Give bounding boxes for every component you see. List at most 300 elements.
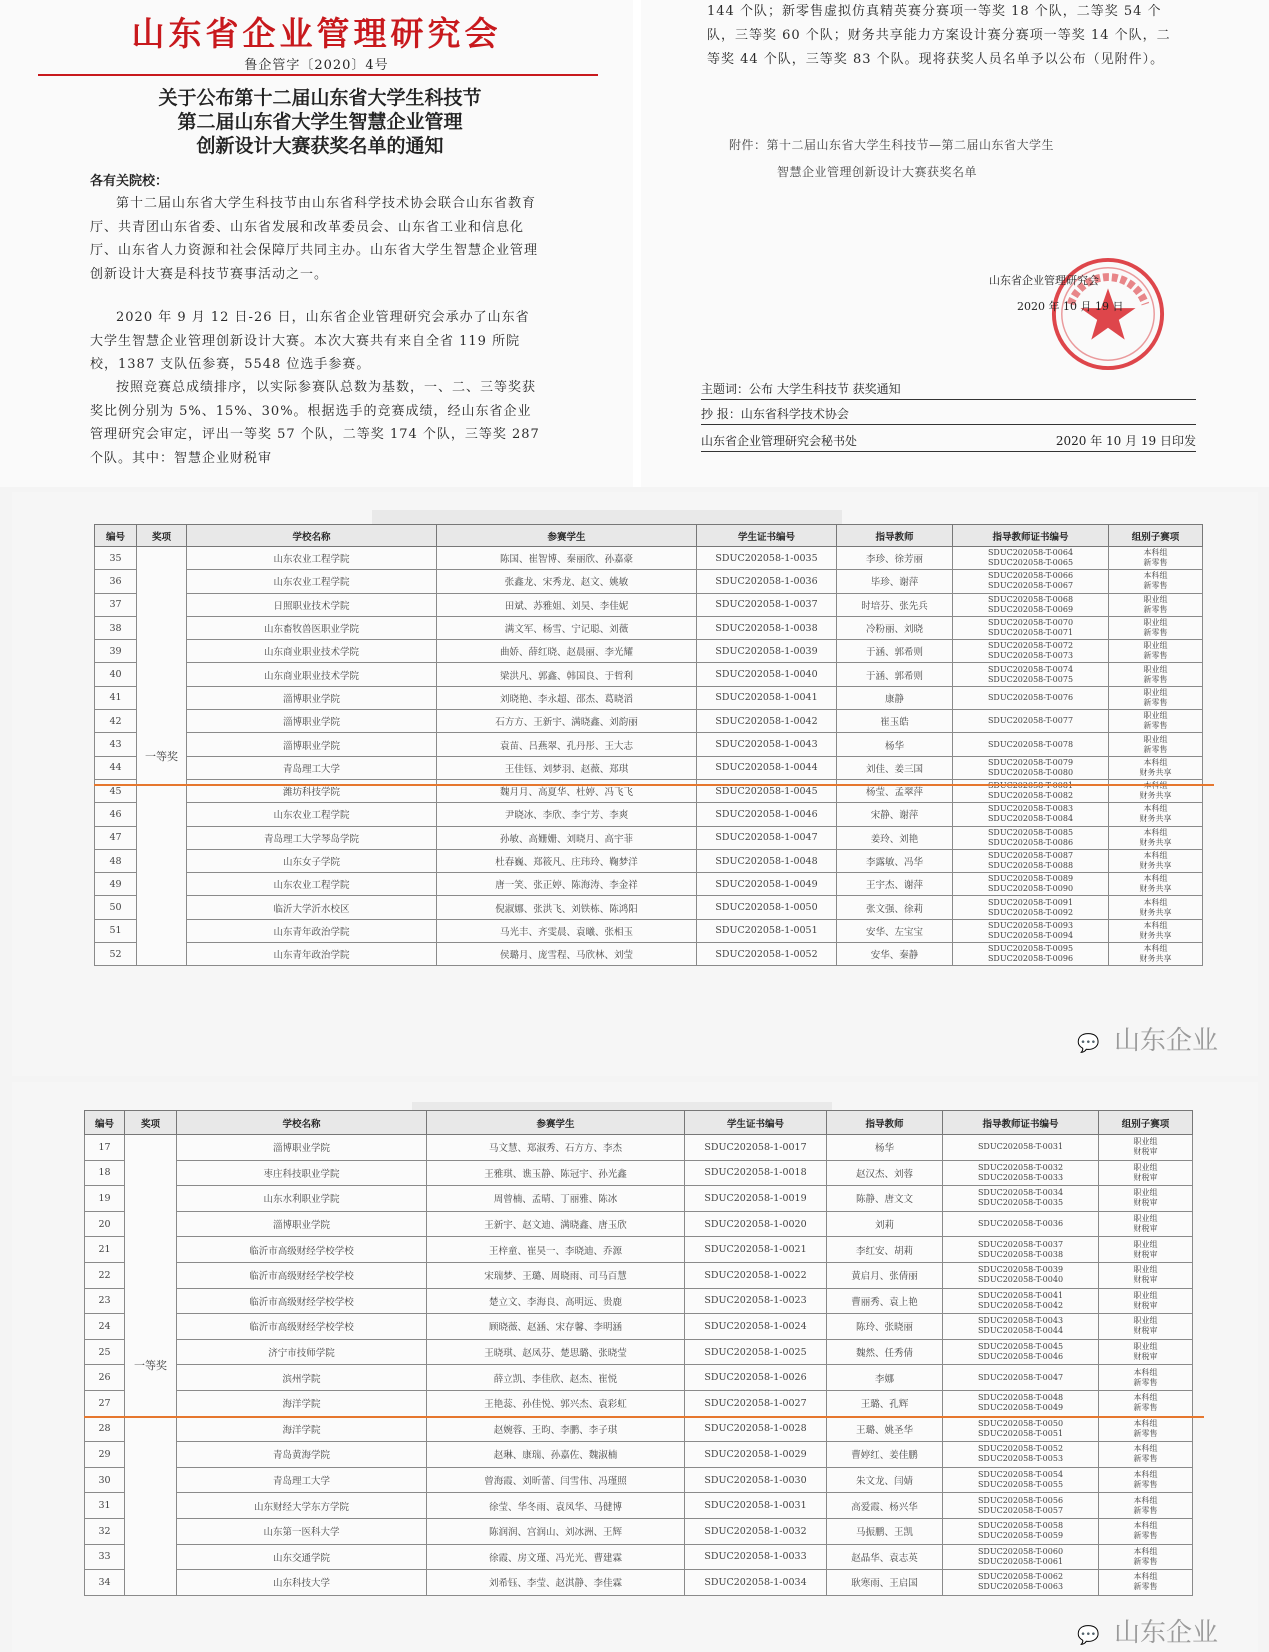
table-header-row	[95, 525, 1203, 547]
advisor-names: 崔玉皓	[837, 710, 953, 733]
watermark-text: 山东企业	[1113, 1618, 1218, 1648]
student-names: 薛立凯、李佳欣、赵杰、崔悦	[427, 1365, 685, 1391]
advisor-certificate-numbers	[953, 849, 1109, 872]
advisor-certificate-numbers	[953, 570, 1109, 593]
group-label: 本科组	[1143, 944, 1168, 954]
entry-number: 28	[85, 1416, 125, 1442]
advisor-certificate-numbers	[943, 1493, 1099, 1519]
student-certificate-number: SDUC202058-1-0033	[685, 1544, 827, 1570]
subevent-label: 财务共享	[1139, 814, 1172, 824]
student-names: 楚立文、李海良、高明远、贵鹿	[427, 1288, 685, 1314]
student-names: 王梓童、崔昊一、李晓迪、乔源	[427, 1237, 685, 1263]
continuation-text: 144 个队；新零售虚拟仿真精英赛分赛项一等奖 18 个队，二等奖 54 个队，三等奖 60 个队；财务共享能力方案设计赛分赛项一等奖 14 个队，二等奖 44 个队，三等奖 83 个队。现将获奖人员名单予以公布（见附件）。	[707, 4, 1171, 67]
student-names: 王新宇、赵文迪、满晓鑫、唐玉欣	[427, 1211, 685, 1237]
advisor-certificate: SDUC202058-T-0094	[987, 930, 1074, 940]
column-header: 指导教师证书编号	[953, 525, 1109, 547]
student-names: 魏月月、高夏华、杜婷、冯飞飞	[437, 779, 697, 802]
student-certificate-number: SDUC202058-1-0031	[685, 1493, 827, 1519]
student-certificate-number: SDUC202058-1-0041	[697, 686, 837, 709]
column-header: 奖项	[125, 1111, 177, 1135]
subevent-label: 新零售	[1133, 1582, 1158, 1592]
footer-cc: 抄 报：山东省科学技术协会	[701, 407, 849, 421]
school-name: 山东交通学院	[177, 1544, 427, 1570]
subevent-label: 新零售	[1133, 1454, 1158, 1464]
student-names: 刘希钰、李莹、赵淇静、李佳霖	[427, 1570, 685, 1596]
subevent-label: 新零售	[1143, 674, 1168, 684]
advisor-certificate: SDUC202058-T-0048	[977, 1393, 1064, 1403]
column-header: 学生证书编号	[697, 525, 837, 547]
student-certificate-number: SDUC202058-1-0043	[697, 733, 837, 756]
table-row	[95, 756, 1203, 779]
advisor-certificate: SDUC202058-T-0088	[987, 861, 1074, 870]
subevent-label: 财务共享	[1139, 930, 1172, 940]
table-row	[95, 803, 1203, 826]
school-name: 临沂市高级财经学校学校	[177, 1237, 427, 1263]
student-names: 马文慧、郑淑秀、石方方、李杰	[427, 1135, 685, 1161]
advisor-certificate: SDUC202058-T-0066	[987, 571, 1074, 581]
table-row	[85, 1288, 1193, 1314]
group-and-subevent	[1099, 1211, 1193, 1237]
advisor-certificate-numbers	[943, 1314, 1099, 1340]
student-certificate-number: SDUC202058-1-0017	[685, 1135, 827, 1161]
advisor-names: 姜玲、刘艳	[837, 826, 953, 849]
group-label: 本科组	[1133, 1367, 1158, 1377]
student-certificate-number: SDUC202058-1-0038	[697, 616, 837, 639]
group-and-subevent	[1099, 1288, 1193, 1314]
group-and-subevent	[1099, 1467, 1193, 1493]
advisor-certificate: SDUC202058-T-0082	[987, 791, 1074, 801]
student-certificate-number: SDUC202058-1-0027	[685, 1390, 827, 1416]
school-name: 青岛理工大学	[177, 1467, 427, 1493]
school-name: 海洋学院	[177, 1390, 427, 1416]
school-name: 青岛理工大学琴岛学院	[187, 826, 437, 849]
group-label: 职业组	[1143, 734, 1168, 744]
table-row	[85, 1467, 1193, 1493]
entry-number: 35	[95, 547, 137, 570]
entry-number: 30	[85, 1467, 125, 1493]
group-label: 本科组	[1133, 1546, 1158, 1556]
student-certificate-number: SDUC202058-1-0045	[697, 779, 837, 802]
table-row	[95, 849, 1203, 872]
advisor-certificate: SDUC202058-T-0047	[977, 1372, 1064, 1382]
group-label: 职业组	[1143, 711, 1168, 721]
student-names: 梁洪凡、郭鑫、韩国良、于哲利	[437, 663, 697, 686]
group-label: 职业组	[1133, 1342, 1158, 1352]
table-row	[85, 1544, 1193, 1570]
advisor-certificate: SDUC202058-T-0036	[977, 1219, 1064, 1229]
subevent-label: 财税审	[1133, 1326, 1158, 1336]
advisor-certificate: SDUC202058-T-0091	[987, 897, 1074, 907]
student-certificate-number: SDUC202058-1-0048	[697, 849, 837, 872]
notice-title	[60, 86, 580, 158]
school-name: 日照职业技术学院	[187, 593, 437, 616]
entry-number: 48	[95, 849, 137, 872]
subevent-label: 新零售	[1133, 1480, 1158, 1490]
group-and-subevent	[1109, 943, 1203, 966]
entry-number: 32	[85, 1518, 125, 1544]
advisor-certificate: SDUC202058-T-0040	[977, 1275, 1064, 1285]
column-header: 学生证书编号	[685, 1111, 827, 1135]
notice-page-1	[0, 0, 633, 487]
advisor-names: 王璐、姚圣华	[827, 1416, 943, 1442]
group-and-subevent	[1109, 686, 1203, 709]
student-certificate-number: SDUC202058-1-0051	[697, 919, 837, 942]
advisor-certificate: SDUC202058-T-0054	[977, 1470, 1064, 1480]
group-label: 本科组	[1133, 1418, 1158, 1428]
student-names: 侯璐月、庞雪程、马欣林、刘莹	[437, 943, 697, 966]
column-header: 组别子赛项	[1109, 525, 1203, 547]
advisor-names: 时培芬、张先兵	[837, 593, 953, 616]
advisor-names: 于涵、郭希则	[837, 663, 953, 686]
student-certificate-number: SDUC202058-1-0046	[697, 803, 837, 826]
student-certificate-number: SDUC202058-1-0044	[697, 756, 837, 779]
advisor-certificate: SDUC202058-T-0037	[977, 1239, 1064, 1249]
advisor-certificate: SDUC202058-T-0050	[977, 1418, 1064, 1428]
advisor-names: 高爱霞、杨兴华	[827, 1493, 943, 1519]
advisor-names: 冷粉丽、刘晓	[837, 616, 953, 639]
entry-number: 42	[95, 710, 137, 733]
student-names: 张鑫龙、宋秀龙、赵文、姚敏	[437, 570, 697, 593]
advisor-names: 李红安、胡莉	[827, 1237, 943, 1263]
student-names: 徐莹、华冬雨、袁凤华、马健博	[427, 1493, 685, 1519]
school-name: 淄博职业学院	[187, 733, 437, 756]
school-name: 山东农业工程学院	[187, 803, 437, 826]
school-name: 山东畜牧兽医职业学院	[187, 616, 437, 639]
group-and-subevent	[1109, 593, 1203, 616]
group-and-subevent	[1099, 1160, 1193, 1186]
school-name: 枣庄科技职业学院	[177, 1160, 427, 1186]
school-name: 山东农业工程学院	[187, 547, 437, 570]
advisor-certificate: SDUC202058-T-0096	[987, 954, 1074, 964]
group-label: 本科组	[1133, 1393, 1158, 1403]
advisor-certificate-numbers	[943, 1262, 1099, 1288]
table-row	[85, 1390, 1193, 1416]
entry-number: 40	[95, 663, 137, 686]
subevent-label: 财税审	[1133, 1249, 1158, 1259]
advisor-certificate: SDUC202058-T-0031	[977, 1142, 1064, 1152]
advisor-certificate-numbers	[953, 873, 1109, 896]
advisor-names: 安华、左宝宝	[837, 919, 953, 942]
student-certificate-number: SDUC202058-1-0047	[697, 826, 837, 849]
table-row	[95, 663, 1203, 686]
advisor-certificate: SDUC202058-T-0072	[987, 641, 1074, 651]
group-and-subevent	[1109, 826, 1203, 849]
award-table-panel-2	[12, 1082, 1258, 1652]
student-names: 石方方、王新宇、满晓鑫、刘韵丽	[437, 710, 697, 733]
advisor-certificate: SDUC202058-T-0052	[977, 1444, 1064, 1454]
advisor-certificate-numbers	[953, 663, 1109, 686]
entry-number: 51	[95, 919, 137, 942]
entry-number: 19	[85, 1186, 125, 1212]
entry-number: 34	[85, 1570, 125, 1596]
group-and-subevent	[1109, 803, 1203, 826]
group-label: 职业组	[1133, 1162, 1158, 1172]
group-label: 本科组	[1133, 1495, 1158, 1505]
advisor-certificate-numbers	[943, 1339, 1099, 1365]
subevent-label: 新零售	[1143, 744, 1168, 754]
group-and-subevent	[1099, 1390, 1193, 1416]
advisor-names: 杨华	[837, 733, 953, 756]
paragraph: 按照竞赛总成绩排序，以实际参赛队总数为基数，一、二、三等奖获奖比例分别为 5%、15%、30%。根据选手的竞赛成绩，经山东省企业管理研究会审定，评出一等奖 57 个队，二等奖 174 个队，三等奖 287 个队。其中：智慧企业财税审	[90, 380, 540, 466]
group-and-subevent	[1109, 779, 1203, 802]
group-label: 本科组	[1143, 548, 1168, 558]
subevent-label: 新零售	[1143, 651, 1168, 661]
entry-number: 43	[95, 733, 137, 756]
notice-title-line: 关于公布第十二届山东省大学生科技节	[158, 87, 482, 109]
table-row	[95, 593, 1203, 616]
advisor-names: 王璐、孔辉	[827, 1390, 943, 1416]
group-and-subevent	[1109, 756, 1203, 779]
school-name: 淄博职业学院	[177, 1211, 427, 1237]
entry-number: 36	[95, 570, 137, 593]
group-label: 本科组	[1133, 1470, 1158, 1480]
seal-date: 2020 年 10 月 19 日	[1017, 300, 1124, 313]
advisor-certificate: SDUC202058-T-0093	[987, 920, 1074, 930]
attachment-line: 附件：第十二届山东省大学生科技节—第二届山东省大学生	[729, 138, 1055, 152]
group-and-subevent	[1109, 547, 1203, 570]
school-name: 山东农业工程学院	[187, 873, 437, 896]
chat-bubble-icon: 💬	[1077, 1033, 1100, 1054]
advisor-certificate: SDUC202058-T-0062	[977, 1572, 1064, 1582]
student-certificate-number: SDUC202058-1-0052	[697, 943, 837, 966]
advisor-certificate: SDUC202058-T-0069	[987, 604, 1074, 614]
student-certificate-number: SDUC202058-1-0030	[685, 1467, 827, 1493]
group-label: 职业组	[1143, 687, 1168, 697]
advisor-certificate: SDUC202058-T-0067	[987, 581, 1074, 591]
footer-rule	[701, 424, 1196, 425]
subevent-label: 新零售	[1133, 1428, 1158, 1438]
group-and-subevent	[1099, 1544, 1193, 1570]
advisor-certificate: SDUC202058-T-0087	[987, 851, 1074, 860]
group-and-subevent	[1099, 1339, 1193, 1365]
document-number: 鲁企管字〔2020〕4号	[244, 58, 389, 73]
table-row	[95, 779, 1203, 802]
student-certificate-number: SDUC202058-1-0025	[685, 1339, 827, 1365]
advisor-certificate: SDUC202058-T-0032	[977, 1162, 1064, 1172]
advisor-names: 杨莹、孟翠萍	[837, 779, 953, 802]
subevent-label: 新零售	[1133, 1505, 1158, 1515]
table-row	[95, 896, 1203, 919]
subevent-label: 财务共享	[1139, 837, 1172, 847]
advisor-certificate: SDUC202058-T-0070	[987, 618, 1074, 628]
advisor-names: 赵汉杰、刘蓉	[827, 1160, 943, 1186]
entry-number: 52	[95, 943, 137, 966]
advisor-names: 刘佳、姜三国	[837, 756, 953, 779]
group-and-subevent	[1099, 1570, 1193, 1596]
footer-rule	[701, 399, 1196, 400]
subevent-label: 财税审	[1133, 1352, 1158, 1362]
subevent-label: 财税审	[1133, 1275, 1158, 1285]
subevent-label: 财务共享	[1139, 791, 1172, 801]
advisor-certificate: SDUC202058-T-0044	[977, 1326, 1064, 1336]
advisor-certificate-numbers	[943, 1365, 1099, 1391]
student-names: 王雅琪、谯玉静、陈冠宇、孙光鑫	[427, 1160, 685, 1186]
table-row	[95, 616, 1203, 639]
award-table	[94, 524, 1203, 966]
award-level: 一等奖	[137, 547, 187, 966]
student-certificate-number: SDUC202058-1-0039	[697, 640, 837, 663]
group-and-subevent	[1109, 919, 1203, 942]
advisor-certificate: SDUC202058-T-0055	[977, 1480, 1064, 1490]
advisor-names: 李露敏、冯华	[837, 849, 953, 872]
group-and-subevent	[1099, 1186, 1193, 1212]
group-label: 本科组	[1143, 897, 1168, 907]
column-header: 指导教师	[827, 1111, 943, 1135]
school-name: 滨州学院	[177, 1365, 427, 1391]
student-names: 王晓琪、赵凤芬、楚思璐、张晓莹	[427, 1339, 685, 1365]
group-label: 本科组	[1143, 851, 1168, 860]
footer-issuer: 山东省企业管理研究会秘书处	[701, 434, 858, 448]
advisor-names: 黄启月、张倩丽	[827, 1262, 943, 1288]
group-label: 职业组	[1133, 1137, 1158, 1147]
student-certificate-number: SDUC202058-1-0022	[685, 1262, 827, 1288]
school-name: 山东财经大学东方学院	[177, 1493, 427, 1519]
award-table-panel-1	[12, 492, 1258, 1076]
entry-number: 27	[85, 1390, 125, 1416]
advisor-certificate: SDUC202058-T-0085	[987, 827, 1074, 837]
school-name: 淄博职业学院	[187, 710, 437, 733]
column-header: 学校名称	[177, 1111, 427, 1135]
organization-title: 山东省企业管理研究会	[131, 14, 502, 53]
school-name: 山东农业工程学院	[187, 570, 437, 593]
advisor-certificate-numbers	[943, 1518, 1099, 1544]
group-and-subevent	[1109, 896, 1203, 919]
footer-rule	[701, 451, 1196, 452]
student-names: 倪淑娜、张洪飞、刘铁栋、陈鸿阳	[437, 896, 697, 919]
table-row	[95, 547, 1203, 570]
advisor-certificate-numbers	[953, 547, 1109, 570]
advisor-certificate: SDUC202058-T-0076	[987, 692, 1074, 702]
advisor-names: 马振鹏、王凯	[827, 1518, 943, 1544]
school-name: 潍坊科技学院	[187, 779, 437, 802]
school-name: 青岛理工大学	[187, 756, 437, 779]
advisor-certificate-numbers	[943, 1416, 1099, 1442]
advisor-certificate-numbers	[943, 1135, 1099, 1161]
student-names: 曲娇、薛红晓、赵晨丽、李光耀	[437, 640, 697, 663]
group-label: 本科组	[1143, 804, 1168, 814]
student-certificate-number: SDUC202058-1-0023	[685, 1288, 827, 1314]
subevent-label: 新零售	[1143, 628, 1168, 638]
subevent-label: 财税审	[1133, 1224, 1158, 1234]
group-and-subevent	[1099, 1518, 1193, 1544]
school-name: 山东女子学院	[187, 849, 437, 872]
school-name: 山东商业职业技术学院	[187, 640, 437, 663]
group-label: 职业组	[1133, 1265, 1158, 1275]
advisor-certificate: SDUC202058-T-0042	[977, 1300, 1064, 1310]
group-and-subevent	[1099, 1442, 1193, 1468]
entry-number: 50	[95, 896, 137, 919]
group-label: 职业组	[1133, 1188, 1158, 1198]
student-names: 王佳钰、刘梦羽、赵薇、郑琪	[437, 756, 697, 779]
entry-number: 45	[95, 779, 137, 802]
advisor-certificate: SDUC202058-T-0078	[987, 739, 1074, 749]
advisor-certificate	[955, 781, 1106, 791]
award-table	[84, 1110, 1193, 1596]
entry-number: 17	[85, 1135, 125, 1161]
table-row	[95, 710, 1203, 733]
group-label: 职业组	[1143, 664, 1168, 674]
watermark	[1077, 1612, 1218, 1649]
entry-number: 26	[85, 1365, 125, 1391]
advisor-certificate: SDUC202058-T-0084	[987, 814, 1074, 824]
student-certificate-number: SDUC202058-1-0018	[685, 1160, 827, 1186]
advisor-certificate: SDUC202058-T-0090	[987, 884, 1074, 894]
table-row	[85, 1237, 1193, 1263]
paragraph: 第十二届山东省大学生科技节由山东省科学技术协会联合山东省教育厅、共青团山东省委、山东省发展和改革委员会、山东省工业和信息化厅、山东省人力资源和社会保障厅共同主办。山东省大学生智慧企业管理创新设计大赛是科技节赛事活动之一。	[90, 196, 539, 282]
student-names: 袁苗、吕燕翠、孔丹彤、王大志	[437, 733, 697, 756]
advisor-certificate-numbers	[953, 943, 1109, 966]
subevent-label: 新零售	[1133, 1531, 1158, 1541]
award-level: 一等奖	[125, 1135, 177, 1596]
advisor-certificate-numbers	[953, 779, 1109, 802]
subevent-label: 财务共享	[1139, 861, 1172, 870]
advisor-names: 王宇杰、谢萍	[837, 873, 953, 896]
table-row	[95, 873, 1203, 896]
advisor-certificate: SDUC202058-T-0079	[987, 757, 1074, 767]
student-certificate-number: SDUC202058-1-0036	[697, 570, 837, 593]
entry-number: 21	[85, 1237, 125, 1263]
student-names: 周曾楠、孟晴、丁丽雅、陈冰	[427, 1186, 685, 1212]
school-name: 淄博职业学院	[187, 686, 437, 709]
entry-number: 22	[85, 1262, 125, 1288]
entry-number: 20	[85, 1211, 125, 1237]
notice-page-2	[641, 0, 1269, 487]
column-header: 组别子赛项	[1099, 1111, 1193, 1135]
entry-number: 29	[85, 1442, 125, 1468]
school-name: 山东水利职业学院	[177, 1186, 427, 1212]
student-names: 马光丰、齐雯晨、袁曦、张相玉	[437, 919, 697, 942]
entry-number: 33	[85, 1544, 125, 1570]
advisor-certificate: SDUC202058-T-0033	[977, 1172, 1064, 1182]
group-label: 本科组	[1143, 757, 1168, 767]
column-header: 参赛学生	[437, 525, 697, 547]
student-names: 尹晓冰、李欣、李宁芳、李爽	[437, 803, 697, 826]
advisor-certificate: SDUC202058-T-0051	[977, 1428, 1064, 1438]
entry-number: 24	[85, 1314, 125, 1340]
table-row	[85, 1416, 1193, 1442]
advisor-certificate: SDUC202058-T-0059	[977, 1531, 1064, 1541]
table-row	[85, 1442, 1193, 1468]
advisor-certificate: SDUC202058-T-0068	[987, 594, 1074, 604]
student-certificate-number: SDUC202058-1-0040	[697, 663, 837, 686]
group-label: 职业组	[1133, 1214, 1158, 1224]
student-names: 曾海霞、刘昕蕾、闫雪伟、冯瑾照	[427, 1467, 685, 1493]
advisor-certificate: SDUC202058-T-0089	[987, 874, 1074, 884]
chat-bubble-icon: 💬	[1077, 1625, 1100, 1646]
school-name: 山东商业职业技术学院	[187, 663, 437, 686]
footer-date: 2020 年 10 月 19 日印发	[1055, 434, 1196, 448]
table-header-row	[85, 1111, 1193, 1135]
advisor-certificate-numbers	[953, 640, 1109, 663]
advisor-certificate: SDUC202058-T-0039	[977, 1265, 1064, 1275]
advisor-certificate: SDUC202058-T-0058	[977, 1521, 1064, 1531]
group-and-subevent	[1099, 1314, 1193, 1340]
advisor-names: 朱文龙、闫婧	[827, 1467, 943, 1493]
paragraph: 2020 年 9 月 12 日-26 日，山东省企业管理研究会承办了山东省大学生智慧企业管理创新设计大赛。本次大赛共有来自全省 119 所院校，1387 支队伍参赛，5548 位选手参赛。	[90, 310, 530, 372]
advisor-certificate-numbers	[943, 1160, 1099, 1186]
group-label: 职业组	[1133, 1239, 1158, 1249]
group-and-subevent	[1109, 849, 1203, 872]
advisor-certificate-numbers	[953, 919, 1109, 942]
column-header: 指导教师证书编号	[943, 1111, 1099, 1135]
student-certificate-number: SDUC202058-1-0032	[685, 1518, 827, 1544]
watermark-text: 山东企业	[1113, 1026, 1218, 1056]
advisor-certificate: SDUC202058-T-0045	[977, 1342, 1064, 1352]
advisor-certificate: SDUC202058-T-0077	[987, 716, 1074, 726]
advisor-certificate-numbers	[943, 1467, 1099, 1493]
table-row	[95, 686, 1203, 709]
advisor-certificate: SDUC202058-T-0060	[977, 1546, 1064, 1556]
